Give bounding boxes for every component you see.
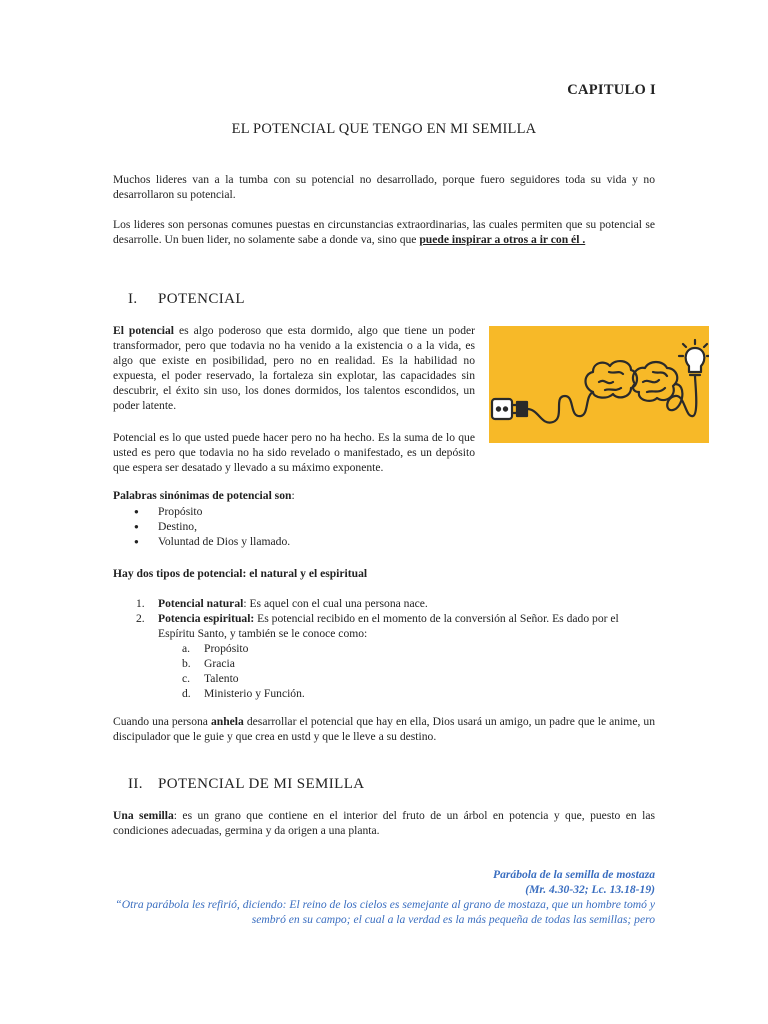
section-2-heading: [128, 776, 365, 793]
plug-icon: [517, 402, 527, 416]
parable-text: “Otra parábola les refirió, diciendo: El reino de los cielos es semejante al grano de mostaza, que un hombre tomó y sembró en su campo; el cual a la verdad es la más pequeña de todas las semillas; pero: [115, 898, 655, 926]
potential-definition-paragraph: [113, 323, 475, 413]
intro-paragraph-2: [113, 217, 655, 247]
section-1-number: I.: [128, 291, 138, 307]
type-description: : Es aquel con el cual una persona nace.: [243, 597, 428, 610]
list-item: ● Propósito: [113, 504, 290, 519]
list-item: ● Voluntad de Dios y llamado.: [113, 534, 290, 549]
list-item: [158, 641, 658, 656]
section-1-heading: [128, 291, 245, 308]
intro-paragraph-1: Muchos lideres van a la tumba con su potencial no desarrollado, porque fuero seguidores toda su vida y no desarrollaron su potencial.: [113, 173, 655, 201]
seed-definition-text: : es un grano que contiene en el interior del fruto de un árbol en potencia y que, puesto en las condiciones adecuadas, germina y da origen a una planta.: [113, 809, 655, 837]
parable-quote: [113, 867, 655, 927]
potential-term: El potencial: [113, 324, 175, 337]
subtype-text: Propósito: [204, 642, 249, 655]
potential-sum-paragraph: Potencial es lo que usted puede hacer pero no ha hecho. Es la suma de lo que usted es pero que todavia no ha sido revelado o manifestado, es un depósito que espera ser desatado y llevado a su máximo exponente.: [113, 431, 475, 474]
potential-definition-text: es algo poderoso que esta dormido, algo que tiene un poder transformador, pero que todavia no ha venido a la existencia o a la vida, es algo que existe en posibilidad, pero no en realidad. Es la habilidad no expuesta, el poder reservado, la fortaleza sin explotar, las capacidades sin descubrir, el éxito sin uso, los dones dormidos, los talentos escondidos, un poder latente.: [113, 324, 475, 412]
subtypes-list: [158, 641, 658, 701]
type-name: Potencia espiritual:: [158, 612, 255, 625]
synonyms-label: [113, 488, 655, 503]
list-marker: 2.: [136, 612, 145, 625]
synonyms-list: [113, 504, 290, 549]
socket-icon: [492, 399, 512, 419]
synonyms-label-text: Palabras sinónimas de potencial son: [113, 489, 292, 502]
closing-paragraph: [113, 714, 655, 744]
parable-title: Parábola de la semilla de mostaza: [493, 868, 655, 881]
types-list: [113, 596, 658, 701]
types-heading: Hay dos tipos de potencial: el natural y el espiritual: [113, 567, 368, 580]
list-item: [113, 611, 658, 701]
list-item: [158, 686, 658, 701]
intro-paragraph-2-emphasis: puede inspirar a otros a ir con él .: [419, 233, 586, 246]
subtype-text: Ministerio y Función.: [204, 687, 305, 700]
lightbulb-icon: [686, 348, 705, 372]
seed-definition-paragraph: [113, 808, 655, 838]
subtype-text: Gracia: [204, 657, 235, 670]
closing-text-rest: desarrollar el potencial que hay en ella, Dios usará un amigo, un padre que le anime, un discipulador que le guie y que crea en ustd y que le lleve a su destino.: [113, 715, 655, 743]
list-marker: d.: [182, 687, 191, 700]
type-description: Es potencial recibido en el momento de la conversión al Señor. Es dado por el Espíritu Santo, y también se le conoce como:: [158, 612, 619, 640]
type-name: Potencial natural: [158, 597, 244, 610]
synonyms-label-colon: :: [291, 489, 295, 502]
list-item: [158, 656, 658, 671]
list-item: [113, 596, 658, 611]
list-marker: a.: [182, 642, 191, 655]
list-item: ● Destino,: [113, 519, 290, 534]
page-title: EL POTENCIAL QUE TENGO EN MI SEMILLA: [231, 121, 537, 137]
list-marker: 1.: [136, 597, 145, 610]
plug-brain-lightbulb-illustration: [489, 326, 709, 443]
closing-emphasis: anhela: [210, 715, 244, 728]
list-marker: c.: [182, 672, 191, 685]
section-2-number: II.: [128, 776, 143, 792]
chapter-label: CAPITULO I: [567, 82, 656, 98]
list-marker: b.: [182, 657, 191, 670]
section-1-title: POTENCIAL: [158, 291, 245, 307]
list-item: [158, 671, 658, 686]
closing-text-start: Cuando una persona: [113, 715, 211, 728]
intro-paragraph-2-text: Los lideres son personas comunes puestas en circunstancias extraordinarias, las cuales permiten que su potencial se desarrolle. Un buen lider, no solamente sabe a donde va, sino que: [113, 218, 655, 246]
section-2-title: POTENCIAL DE MI SEMILLA: [158, 776, 365, 792]
seed-term: Una semilla: [113, 809, 174, 822]
subtype-text: Talento: [204, 672, 239, 685]
parable-reference: (Mr. 4.30-32; Lc. 13.18-19): [525, 883, 655, 896]
